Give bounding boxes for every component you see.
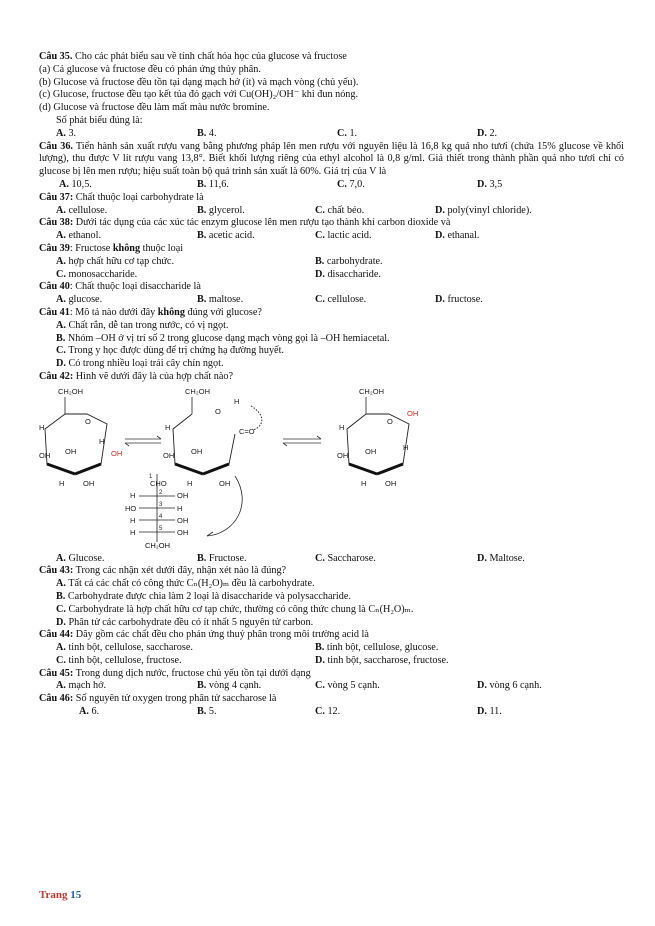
statement-a: (a) Cả glucose và fructose đều có phản ứng thủy phân.	[39, 63, 261, 75]
option-b[interactable]: B. 5.	[197, 706, 217, 718]
ring3-ch2oh-label: CH₂OH	[359, 386, 384, 396]
ring1-oh-red: OH	[111, 448, 123, 458]
question-45-options	[39, 680, 624, 693]
chain-c1-label: CHO	[150, 478, 167, 488]
question-35-options	[39, 128, 624, 141]
option-a[interactable]: A. 6.	[79, 706, 100, 718]
option-b[interactable]: B. carbohydrate.	[315, 255, 383, 267]
question-40-options	[39, 294, 624, 307]
option-c[interactable]: C. 1.	[337, 127, 358, 139]
option-a[interactable]: A. mạch hở.	[56, 680, 107, 692]
option-b[interactable]: B. Nhóm –OH ở vị trí số 2 trong glucose dạng mạch vòng gọi là –OH hemiacetal.	[56, 332, 390, 344]
ring1-oh-label-2: OH	[65, 446, 77, 456]
chain-oh4: OH	[177, 515, 189, 525]
chain-ho3: HO	[125, 503, 137, 513]
chain-c3-number: 3	[159, 501, 163, 508]
question-page	[39, 51, 624, 719]
option-d[interactable]: D. Có trong nhiều loại trái cây chín ngọt.	[56, 358, 224, 370]
ring3-h-label-2: H	[403, 442, 409, 452]
question-46-options	[39, 706, 624, 719]
option-a[interactable]: A. Glucose.	[56, 552, 105, 564]
option-d[interactable]: D. poly(vinyl chloride).	[435, 204, 532, 216]
option-c[interactable]: C. chất béo.	[315, 204, 365, 216]
statement-d: (d) Glucose và fructose đều làm mất màu nước bromine.	[39, 102, 270, 114]
question-36-stem: Câu 36. Tiến hành sản xuất rượu vang bằng phương pháp lên men rượu với nguyên liệu là 16,8 kg quả nho tươi (chứa 15% glucose về khối lượng), thu được V lít rượu vang 13,8°. Biết khối lượng riêng của ethyl alcohol là 0,8 g/ml. Giả thiết trong thành phần quả nho tươi chỉ có glucose bị lên men rượu; hiệu suất toàn bộ quá trình sản xuất là 60%. Giá trị của V là	[39, 140, 624, 178]
chain-oh2: OH	[177, 490, 189, 500]
question-40-stem: Câu 40: Chất thuộc loại disaccharide là	[39, 281, 201, 293]
question-44-options-row2	[39, 655, 624, 668]
option-c[interactable]: C. Carbohydrate là hợp chất hữu cơ tạp chức, thường có công thức chung là Cₙ(H₂O)ₘ.	[56, 603, 414, 615]
ring3-h-label-3: H	[361, 478, 367, 488]
option-c[interactable]: C. monosaccharide.	[56, 268, 138, 280]
option-d[interactable]: D. 11.	[477, 706, 502, 718]
option-a[interactable]: A. 3.	[56, 127, 77, 139]
option-a[interactable]: A. Chất rắn, dễ tan trong nước, có vị ngọt.	[56, 319, 229, 331]
option-c[interactable]: C. Trong y học được dùng để trị chứng hạ đường huyết.	[56, 345, 284, 357]
ring3-oxygen: O	[387, 416, 393, 426]
option-a[interactable]: A. glucose.	[56, 294, 103, 306]
ring2-h-label-3: H	[187, 478, 193, 488]
ring1-oh-label: OH	[39, 450, 51, 460]
question-35-stem: Câu 35. Cho các phát biểu sau về tính chất hóa học của glucose và fructose	[39, 51, 347, 62]
chain-c2-number: 2	[159, 489, 163, 496]
chain-h4: H	[130, 515, 136, 525]
option-a[interactable]: A. 10,5.	[59, 178, 92, 190]
ring1-h-label: H	[39, 422, 45, 432]
question-39-options-row2	[39, 269, 624, 282]
option-d[interactable]: D. fructose.	[435, 294, 483, 306]
option-c[interactable]: C. vòng 5 cạnh.	[315, 680, 380, 692]
question-44-options-row1	[39, 642, 624, 655]
ring2-h-label-2: H	[165, 422, 171, 432]
option-d[interactable]: D. vòng 6 cạnh.	[477, 680, 542, 692]
chain-h3: H	[177, 503, 183, 513]
option-c[interactable]: C. 7,0.	[337, 178, 365, 190]
option-c[interactable]: C. cellulose.	[315, 294, 367, 306]
question-39-stem: Câu 39: Fructose không thuộc loại	[39, 242, 184, 254]
question-35-prompt: Số phát biểu đúng là:	[56, 114, 143, 126]
chain-c5-number: 5	[159, 525, 163, 532]
ring2-oh-label-2: OH	[191, 446, 203, 456]
question-45-stem: Câu 45: Trong dung dịch nước, fructose chủ yếu tồn tại dưới dạng	[39, 667, 311, 679]
option-c[interactable]: C. lactic acid.	[315, 230, 372, 242]
option-d[interactable]: D. 3,5	[477, 178, 503, 190]
option-a[interactable]: A. tinh bột, cellulose, saccharose.	[56, 642, 193, 654]
ring1-oxygen: O	[85, 416, 91, 426]
equilibrium-arrow-2	[283, 436, 321, 446]
ring3-oh-label-3: OH	[385, 478, 397, 488]
question-46-stem: Câu 46: Số nguyên tử oxygen trong phân tử saccharose là	[39, 693, 277, 705]
option-b[interactable]: B. 11,6.	[197, 178, 229, 190]
ring2-oh-label-3: OH	[219, 478, 231, 488]
ring3-oh-label: OH	[337, 450, 349, 460]
question-37-options	[39, 205, 624, 218]
question-42-options	[39, 553, 624, 566]
option-b[interactable]: B. acetic acid.	[197, 230, 255, 242]
question-38-options	[39, 230, 624, 243]
option-b[interactable]: B. glycerol.	[197, 204, 245, 216]
option-a[interactable]: A. hợp chất hữu cơ tạp chức.	[56, 255, 174, 267]
question-37-stem: Câu 37: Chất thuộc loại carbohydrate là	[39, 191, 204, 203]
equilibrium-arrow-1	[125, 436, 161, 446]
option-b[interactable]: B. vòng 4 cạnh.	[197, 680, 262, 692]
option-d[interactable]: D. ethanal.	[435, 230, 480, 242]
option-c[interactable]: C. 12.	[315, 706, 341, 718]
ring-structure-right	[337, 387, 418, 488]
option-b[interactable]: B. tinh bột, cellulose, glucose.	[315, 642, 439, 654]
chain-h2: H	[130, 490, 136, 500]
question-44-stem: Câu 44: Dãy gồm các chất đều cho phản ứng thuỷ phân trong môi trường acid là	[39, 629, 369, 641]
ring3-oh-label-2: OH	[365, 446, 377, 456]
option-d[interactable]: D. tinh bột, saccharose, fructose.	[315, 654, 449, 666]
structure-diagram	[39, 384, 624, 542]
page-number: 15	[70, 889, 82, 901]
ring1-h-label-3: H	[59, 478, 65, 488]
glucose-structure-figure	[39, 384, 624, 542]
option-c[interactable]: C. Saccharose.	[315, 552, 376, 564]
ring2-ch2oh-label: CH₂OH	[185, 386, 210, 396]
option-d[interactable]: D. disaccharide.	[315, 268, 381, 280]
statement-b: (b) Glucose và fructose đều tồn tại dạng mạch hở (ít) và mạch vòng (chủ yếu).	[39, 76, 359, 88]
question-39-options-row1	[39, 256, 624, 269]
option-b[interactable]: B. maltose.	[197, 294, 244, 306]
option-d[interactable]: D. 2.	[477, 127, 498, 139]
question-43-stem: Câu 43: Trong các nhận xét dưới đây, nhận xét nào là đúng?	[39, 565, 287, 577]
ring3-h-label: H	[339, 422, 345, 432]
statement-c: (c) Glucose, fructose đều tạo kết tủa đỏ gạch với Cu(OH)₂/OH⁻ khi đun nóng.	[39, 89, 359, 101]
chain-c6-label: CH₂OH	[145, 540, 170, 550]
ring2-oxygen: O	[215, 406, 221, 416]
ring1-h-label-2: H	[99, 436, 105, 446]
option-a[interactable]: A. Tất cả các chất có công thức Cₙ(H₂O)ₘ đều là carbohydrate.	[56, 578, 315, 590]
question-42-stem: Câu 42: Hình vẽ dưới đây là của hợp chất nào?	[39, 370, 233, 382]
option-a[interactable]: A. ethanol.	[56, 230, 101, 242]
chain-oh5: OH	[177, 527, 189, 537]
option-b[interactable]: B. Fructose.	[197, 552, 247, 564]
option-c[interactable]: C. tinh bột, cellulose, fructose.	[56, 654, 182, 666]
option-d[interactable]: D. Phân tử các carbohydrate đều có ít nhất 5 nguyên tử carbon.	[56, 616, 314, 628]
option-b[interactable]: B. Carbohydrate được chia làm 2 loại là disaccharide và polysaccharide.	[56, 590, 351, 602]
question-41-stem: Câu 41: Mô tả nào dưới đây không đúng với glucose?	[39, 306, 262, 318]
ring2-oh-label: OH	[163, 450, 175, 460]
ring-structure-middle	[163, 387, 262, 488]
question-36-options	[39, 179, 624, 192]
ring-structure-left	[39, 387, 122, 488]
chain-c1-number: 1	[149, 473, 153, 480]
chain-c4-number: 4	[159, 513, 163, 520]
option-d[interactable]: D. Maltose.	[477, 552, 525, 564]
option-a[interactable]: A. cellulose.	[56, 204, 108, 216]
ring3-oh-red: OH	[407, 408, 419, 418]
ring2-h-label: H	[234, 396, 240, 406]
ring1-ch2oh-label: CH₂OH	[58, 386, 83, 396]
ring1-oh-label-3: OH	[83, 478, 95, 488]
chain-h5: H	[130, 527, 136, 537]
question-38-stem: Câu 38: Dưới tác dụng của các xúc tác enzym glucose lên men rượu tạo thành khí carbon dioxide và	[39, 217, 451, 229]
page-footer	[39, 889, 81, 901]
option-b[interactable]: B. 4.	[197, 127, 217, 139]
page-label: Trang	[39, 889, 68, 901]
ring2-carbonyl: C=O	[239, 426, 255, 436]
